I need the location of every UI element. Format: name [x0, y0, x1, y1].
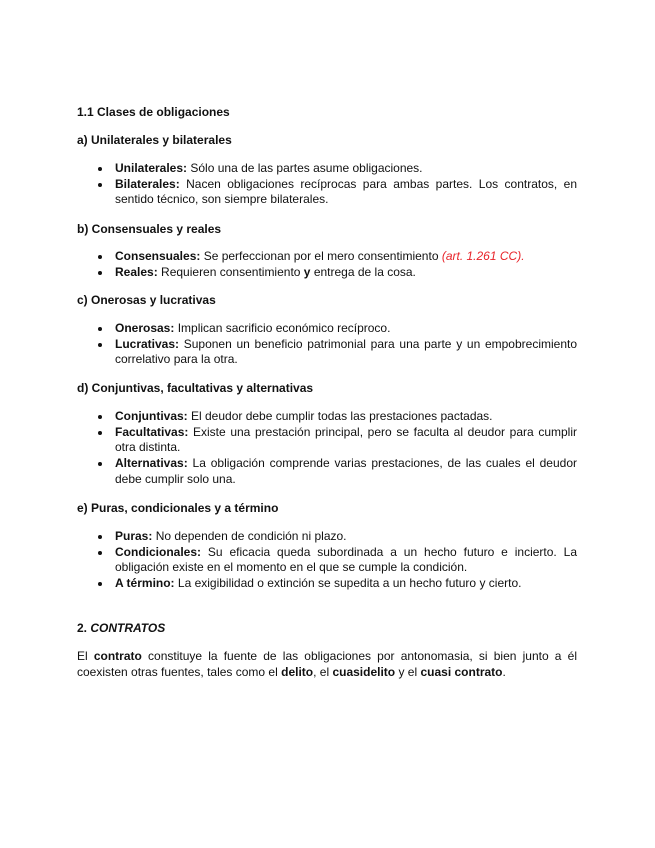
- list-item: [77, 161, 577, 177]
- list-item: [77, 425, 577, 456]
- bold-term: Unilaterales:: [115, 161, 188, 175]
- text-segment: Requieren consentimiento: [157, 264, 304, 279]
- subsection-title: d) Conjuntivas, facultativas y alternativas: [77, 381, 314, 395]
- bold-term: contrato: [93, 649, 142, 663]
- bold-term: Alternativas:: [115, 456, 188, 471]
- text-segment: constituye la fuente de las obligaciones por antonomasia, si bien junto a él coexisten otras fuentes, tales como el: [77, 649, 577, 679]
- text-segment: No dependen de condición ni plazo.: [152, 529, 347, 543]
- list-item: [77, 337, 577, 368]
- article-reference: (art. 1.261 CC).: [441, 249, 525, 263]
- contratos-heading: [77, 620, 577, 636]
- text-segment: Existe una prestación principal, pero se faculta al deudor para cumplir otra distinta.: [115, 424, 577, 455]
- bold-term: cuasi contrato: [420, 665, 503, 679]
- bold-term: Condicionales:: [115, 544, 202, 559]
- list-item: [77, 529, 577, 545]
- bold-term: y: [303, 264, 311, 279]
- list-item: [77, 177, 577, 208]
- contratos-paragraph: [77, 648, 577, 680]
- list-item: [77, 545, 577, 576]
- bold-term: cuasidelito: [332, 665, 396, 679]
- list-item: [77, 321, 577, 337]
- bullet-list: [77, 321, 577, 368]
- list-item: [77, 249, 577, 265]
- subsection-title: b) Consensuales y reales: [77, 222, 222, 236]
- bold-term: Consensuales:: [115, 249, 201, 263]
- list-item: [77, 409, 577, 425]
- bold-term: A término:: [115, 576, 175, 591]
- bold-term: Facultativas:: [115, 424, 189, 439]
- list-item: [77, 456, 577, 487]
- bold-term: Bilaterales:: [115, 176, 180, 191]
- subsection-title: a) Unilaterales y bilaterales: [77, 133, 232, 147]
- bold-term: delito: [281, 665, 314, 679]
- text-segment: y el: [395, 665, 421, 679]
- bold-term: Conjuntivas:: [115, 409, 188, 423]
- bold-term: Reales:: [115, 264, 158, 279]
- text-segment: La exigibilidad o extinción se supedita a un hecho futuro y cierto.: [174, 576, 522, 591]
- text-segment: El: [77, 649, 94, 663]
- bold-term: Lucrativas:: [115, 336, 180, 351]
- text-segment: entrega de la cosa.: [310, 264, 416, 279]
- list-item: [77, 265, 577, 281]
- section-heading: 1.1 Clases de obligaciones: [77, 105, 230, 119]
- subsection-title: e) Puras, condicionales y a término: [77, 501, 279, 515]
- contratos-number: 2.: [77, 621, 91, 635]
- text-segment: Suponen un beneficio patrimonial para una parte y un empobrecimiento correlativo para la otra.: [115, 336, 577, 367]
- bullet-list: [77, 529, 577, 592]
- text-segment: Se perfeccionan por el mero consentimiento: [200, 249, 442, 263]
- text-segment: Nacen obligaciones recíprocas para ambas partes. Los contratos, en sentido técnico, son siempre bilaterales.: [115, 176, 577, 207]
- text-segment: Sólo una de las partes asume obligaciones.: [187, 161, 423, 175]
- text-segment: El deudor debe cumplir todas las prestaciones pactadas.: [187, 409, 493, 423]
- bullet-list: [77, 249, 577, 280]
- list-item: [77, 576, 577, 592]
- bold-term: Onerosas:: [115, 321, 175, 335]
- text-segment: Implican sacrificio económico recíproco.: [174, 321, 391, 335]
- contratos-title: CONTRATOS: [90, 621, 166, 635]
- text-segment: La obligación comprende varias prestaciones, de las cuales el deudor debe cumplir solo una.: [115, 456, 577, 486]
- text-segment: , el: [313, 665, 333, 679]
- subsection-title: c) Onerosas y lucrativas: [77, 293, 216, 307]
- bullet-list: [77, 161, 577, 208]
- text-segment: Su eficacia queda subordinada a un hecho futuro e incierto. La obligación existe en el momento en el que se cumple la condición.: [115, 544, 577, 575]
- bold-term: Puras:: [115, 529, 153, 543]
- bullet-list: [77, 409, 577, 488]
- text-segment: .: [502, 665, 506, 679]
